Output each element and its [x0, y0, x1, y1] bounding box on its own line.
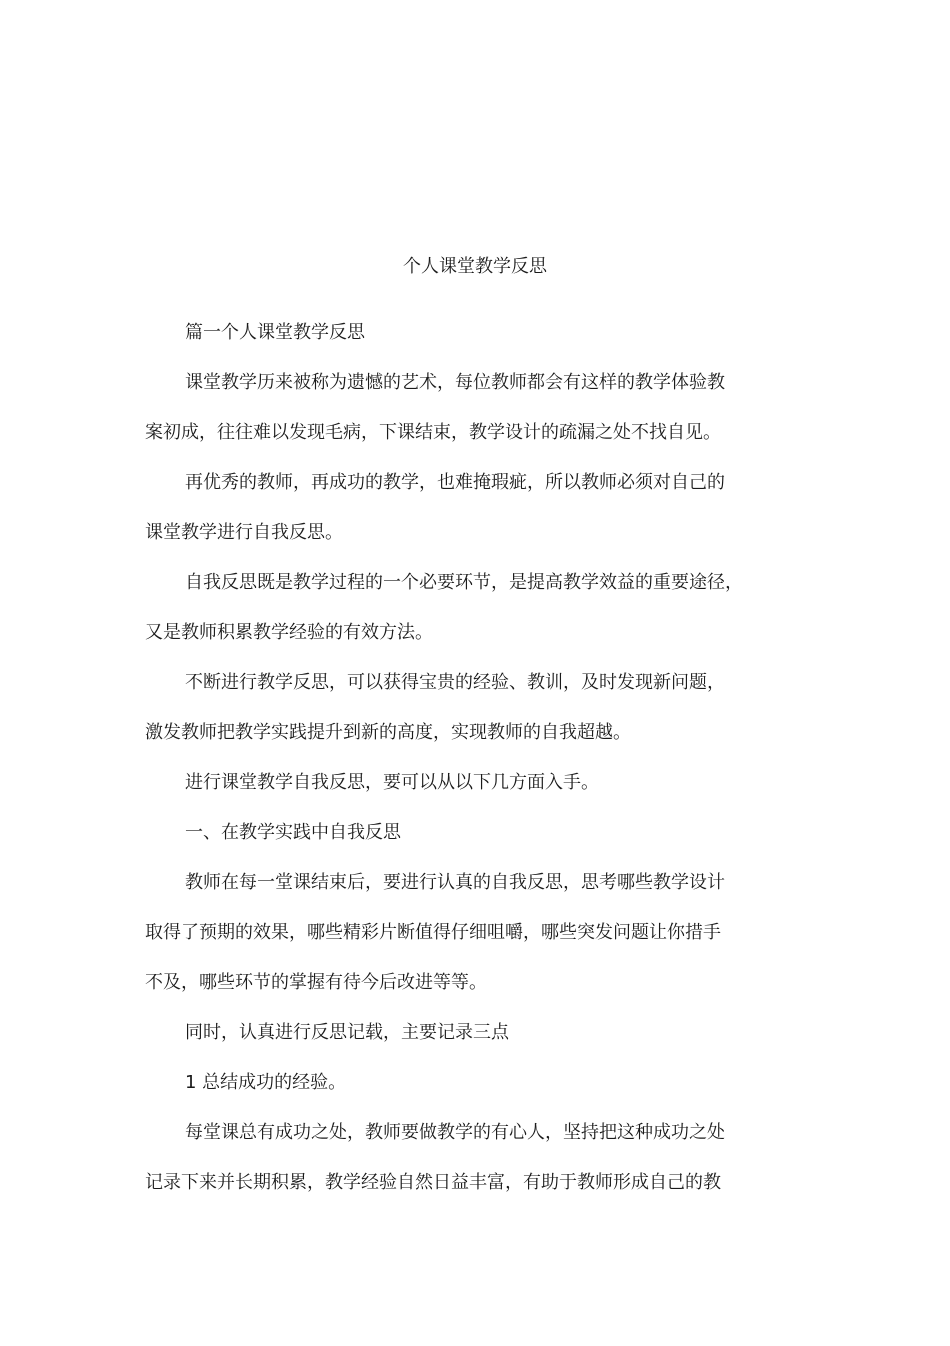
- paragraph-line: 教师在每一堂课结束后，要进行认真的自我反思，思考哪些教学设计: [185, 872, 725, 893]
- paragraph-line: 进行课堂教学自我反思，要可以从以下几方面入手。: [185, 772, 599, 793]
- paragraph-line: 课堂教学进行自我反思。: [145, 522, 343, 543]
- paragraph-line: 自我反思既是教学过程的一个必要环节，是提高教学效益的重要途径，: [185, 572, 743, 593]
- paragraph-line: 取得了预期的效果，哪些精彩片断值得仔细咀嚼，哪些突发问题让你措手: [145, 922, 721, 943]
- paragraph-line: 记录下来并长期积累，教学经验自然日益丰富，有助于教师形成自己的教: [145, 1172, 721, 1193]
- subsection-heading: 一、在教学实践中自我反思: [185, 822, 401, 843]
- paragraph-line: 不及，哪些环节的掌握有待今后改进等等。: [145, 972, 487, 993]
- paragraph-line: 又是教师积累教学经验的有效方法。: [145, 622, 433, 643]
- paragraph-line: 案初成，往往难以发现毛病，下课结束，教学设计的疏漏之处不找自见。: [145, 422, 721, 443]
- paragraph-line: 再优秀的教师，再成功的教学，也难掩瑕疵，所以教师必须对自己的: [185, 472, 725, 493]
- paragraph-line: 课堂教学历来被称为遗憾的艺术，每位教师都会有这样的教学体验教: [185, 372, 725, 393]
- paragraph-line: 同时，认真进行反思记载，主要记录三点: [185, 1022, 509, 1043]
- list-item-heading: 1 总结成功的经验。: [185, 1072, 347, 1093]
- section-heading: 篇一个人课堂教学反思: [185, 322, 365, 343]
- paragraph-line: 不断进行教学反思，可以获得宝贵的经验、教训，及时发现新问题，: [185, 672, 725, 693]
- paragraph-line: 激发教师把教学实践提升到新的高度，实现教师的自我超越。: [145, 722, 631, 743]
- document-title: 个人课堂教学反思: [403, 256, 547, 277]
- paragraph-line: 每堂课总有成功之处，教师要做教学的有心人，坚持把这种成功之处: [185, 1122, 725, 1143]
